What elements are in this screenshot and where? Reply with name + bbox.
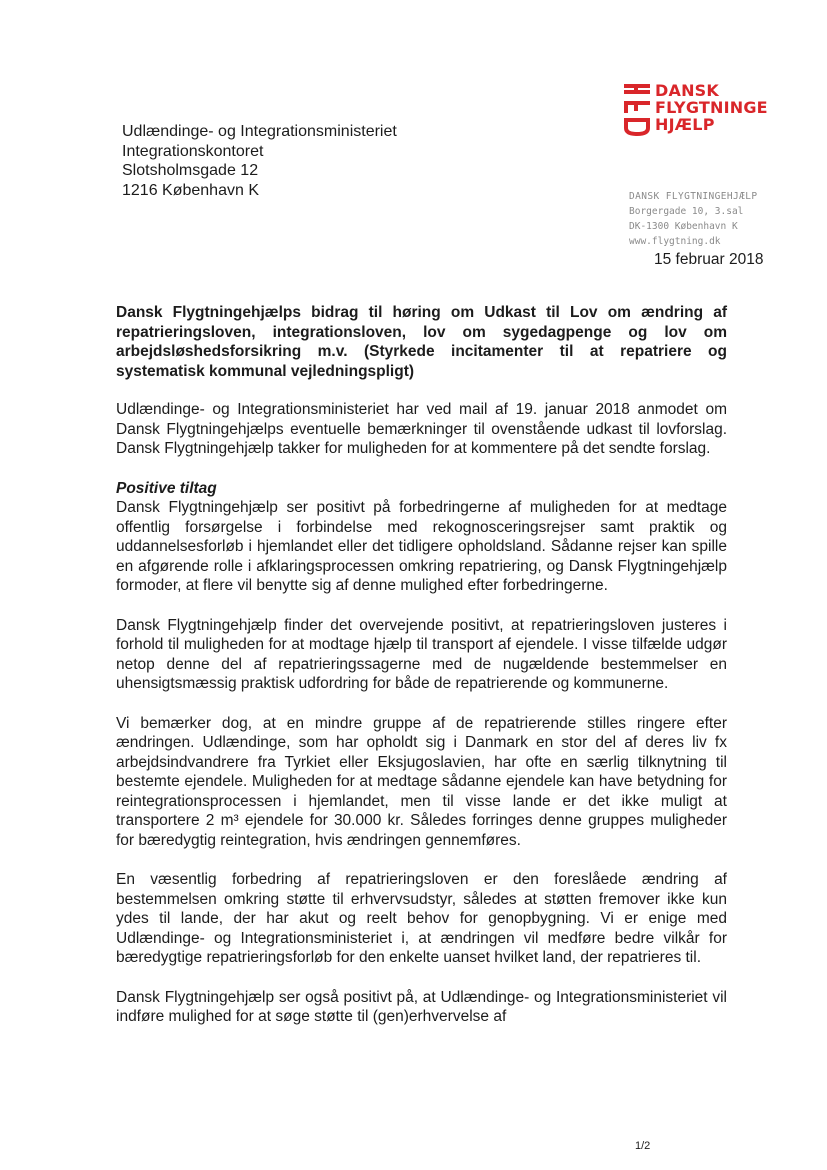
logo-line: DANSK [655,81,719,100]
logo-line: HJÆLP [655,115,715,134]
organization-logo [622,82,772,138]
letter-date: 15 februar 2018 [654,251,764,268]
sender-address [629,189,758,249]
sender-website-link[interactable]: www.flygtning.dk [629,236,721,247]
body-paragraph: Vi bemærker dog, at en mindre gruppe af de repatrierende stilles ringere efter ændringen. Udlændinge, som har opholdt sig i Danmark en stor del af deres liv fx arbejdsindvandrere fra Tyrkiet eller Eksjugoslavien, har ofte en særlig tilknytning til bestemte ejendele. Muligheden for at medtage sådanne ejendele kan have betydning for reintegrationsprocessen i hjemlandet, men til visse lande er det ikke muligt at transportere 2 m³ ejendele for 30.000 kr. Således forringes denne gruppes muligheder for bæredygtig reintegration, hvis ændringen gennemføres. [116,714,727,849]
sender-street: Borgergade 10, 3.sal [629,206,744,217]
recipient-address [122,122,397,200]
recipient-line: Udlændinge- og Integrationsministeriet [122,123,397,140]
recipient-line: Slotsholmsgade 12 [122,162,259,179]
body-paragraph: Dansk Flygtningehjælp ser også positivt på, at Udlændinge- og Integrationsministeriet vil indføre mulighed for at søge støtte til (gen)erhvervelse af [116,988,727,1025]
intro-paragraph: Udlændinge- og Integrationsministeriet har ved mail af 19. januar 2018 anmodet om Dansk Flygtningehjælps eventuelle bemærkninger til ovenstående udkast til lovforslag. Dansk Flygtningehjælp takker for muligheden for at kommentere på det sendte forslag. [116,401,727,457]
dfh-logo-mark-icon [622,82,652,138]
recipient-line: 1216 København K [122,181,259,199]
logo-wordmark [655,82,768,133]
page-number: 1/2 [635,1140,651,1152]
section-heading: Positive tiltag [116,479,217,497]
sender-city: DK-1300 København K [629,221,738,232]
body-paragraph: Dansk Flygtningehjælp finder det overvejende positivt, at repatrieringsloven justeres i forhold til muligheden for at modtage hjælp til transport af ejendele. I visse tilfælde udgør netop denne del af repatrieringssagerne med de nugældende bestemmelser en uhensigtsmæssig praktisk udfordring for både de repatrierende og kommunerne. [116,616,727,692]
body-paragraph: En væsentlig forbedring af repatrieringsloven er den foreslåede ændring af bestemmelsen omkring støtte til erhvervsudstyr, således at støtten fremover ikke kun ydes til lande, der har akut og reelt behov for genopbygning. Vi er enige med Udlændinge- og Integrationsministeriet i, at ændringen vil medføre bedre vilkår for bæredygtige repatrieringsforløb for den enkelte uanset hvilket land, der repatrieres til. [116,871,727,966]
body-paragraph: Dansk Flygtningehjælp ser positivt på forbedringerne af muligheden for at medtage offentlig forsørgelse i forbindelse med rekognosceringsrejser samt praktik og uddannelsesforløb i hjemlandet eller det tidligere opholdsland. Sådanne rejser kan spille en afgørende rolle i afklaringsprocessen omkring repatriering, og Dansk Flygtningehjælp formoder, at flere vil benytte sig af denne mulighed efter forbedringerne. [116,499,727,594]
letter-title: Dansk Flygtningehjælps bidrag til høring om Udkast til Lov om ændring af repatrieringsloven, integrationsloven, lov om sygedagpenge og lov om arbejdsløshedsforsikring m.v. (Styrkede incitamenter til at repatriere og systematisk kommunal vejledningspligt) [116,304,727,380]
letter-body [116,303,727,1027]
sender-org: DANSK FLYGTNINGEHJÆLP [629,191,758,202]
logo-line: FLYGTNINGE [655,98,768,117]
recipient-line: Integrationskontoret [122,142,264,160]
